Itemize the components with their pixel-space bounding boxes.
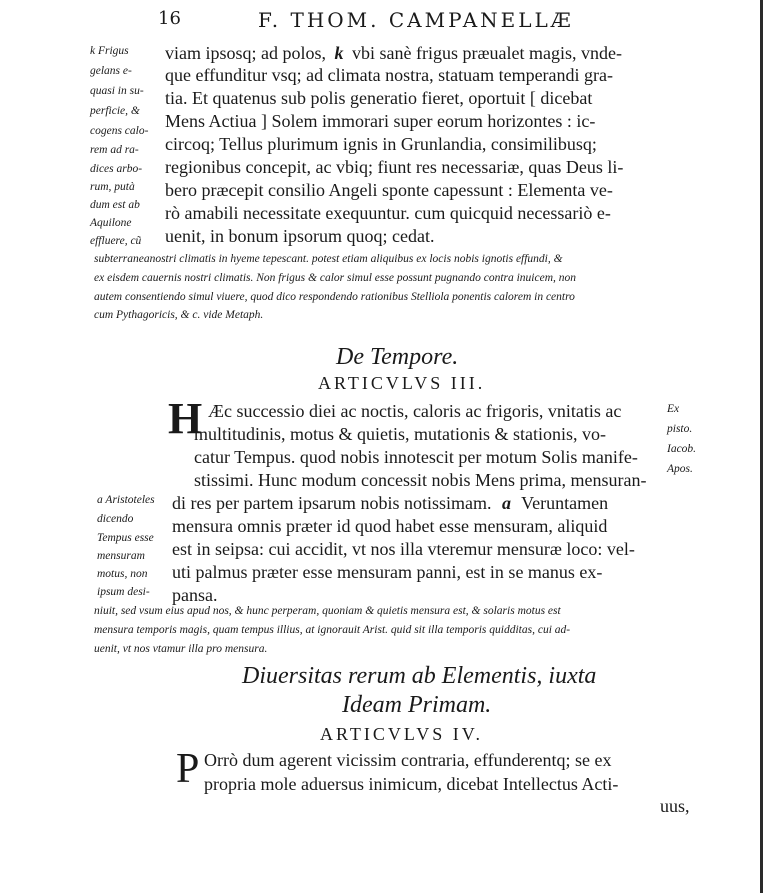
note-line: mensura temporis magis, quam tempus illius, at ignorauit Arist. quid sit illa temporis quidditas, cui ad- — [94, 624, 571, 636]
margin-note-line: cogens calo- — [90, 125, 149, 137]
text-line: Mens Actiua ] Solem immorari super eorum horizontes : ic- — [165, 111, 596, 131]
margin-note-line: dicendo — [97, 513, 134, 525]
text-line: vbi sanè frigus præualet magis, vnde- — [352, 43, 622, 63]
margin-note-line: quasi in su- — [90, 85, 144, 97]
text-line: uti palmus præter esse mensuram panni, est in se manus ex- — [172, 562, 603, 582]
note-marker: k — [334, 43, 344, 63]
text-line: rò amabili necessitate exequuntur. cum quicquid necessariò e- — [165, 203, 611, 223]
margin-note-line: perficie, & — [90, 105, 140, 117]
margin-note-line: Tempus esse — [97, 532, 154, 544]
text-line: viam ipsosq; ad polos, — [165, 43, 326, 63]
margin-note-line: Ex — [667, 403, 680, 415]
margin-note-line: rum, putà — [90, 181, 135, 193]
margin-note-line: k Frigus — [90, 45, 129, 57]
page-edge-rule — [760, 0, 763, 893]
section-heading: Ideam Primam. — [342, 692, 492, 718]
margin-note-line: a Aristoteles — [97, 494, 155, 506]
margin-note-line: dum est ab — [90, 199, 140, 211]
text-line: di res per partem ipsarum nobis notissimam. — [172, 493, 492, 513]
margin-note-line: dices arbo- — [90, 163, 143, 175]
margin-note-line: rem ad ra- — [90, 144, 139, 156]
text-line: pansa. — [172, 585, 218, 605]
text-line: uenit, in bonum ipsorum quoq; cedat. — [165, 226, 435, 246]
margin-note-line: effluere, cũ — [90, 235, 142, 247]
text-line: Orrò dum agerent vicissim contraria, effunderentq; se ex — [204, 750, 612, 770]
note-line: niuit, sed vsum eius apud nos, & hunc perperam, quoniam & quietis mensura est, & solaris motus est — [94, 605, 561, 617]
drop-cap: H — [168, 394, 203, 443]
running-title: F. THOM. CAMPANELLÆ — [258, 8, 574, 32]
margin-note-line: Aquilone — [90, 217, 132, 229]
margin-note-line: motus, non — [97, 568, 148, 580]
text-line: propria mole aduersus inimicum, dicebat Intellectus Acti- — [204, 774, 619, 794]
drop-cap: P — [176, 746, 200, 792]
note-marker: a — [501, 493, 511, 513]
page-number: 16 — [158, 8, 181, 29]
text-line: catur Tempus. quod nobis innotescit per motum Solis manife- — [194, 447, 638, 467]
margin-note-line: pisto. — [667, 423, 693, 435]
section-heading: Diuersitas rerum ab Elementis, iuxta — [242, 663, 597, 689]
note-line: autem consentiendo simul viuere, quod dico respondendo rationibus Stelliola ponentis calorem in centro — [94, 291, 575, 303]
text-line: Æc successio diei ac noctis, caloris ac frigoris, vnitatis ac — [208, 401, 622, 421]
text-line: stissimi. Hunc modum concessit nobis Mens prima, mensuran- — [194, 470, 647, 490]
margin-note-line: ipsum desi- — [97, 586, 150, 598]
margin-note-line: Apos. — [667, 463, 693, 475]
text-line: multitudinis, motus & quietis, mutationis & stationis, vo- — [194, 424, 607, 444]
section-heading: De Tempore. — [336, 344, 459, 370]
text-line: bero præcepit consilio Angeli sponte capessunt : Elementa ve- — [165, 180, 613, 200]
note-line: uenit, vt nos vtamur illa pro mensura. — [94, 643, 268, 655]
text-line: tia. Et quatenus sub polis generatio fieret, oportuit [ dicebat — [165, 88, 593, 108]
margin-note-line: mensuram — [97, 550, 145, 562]
text-line: regionibus concepit, ac vbiq; fiunt res necessariæ, quas Deus li- — [165, 157, 624, 177]
text-line: uus, — [660, 796, 690, 816]
text-line: circoq; Tellus plurimum ignis in Grunlandia, consimilibusq; — [165, 134, 597, 154]
margin-note-line: gelans e- — [90, 65, 132, 77]
text-line: que effunditur vsq; ad climata nostra, statuam temperandi gra- — [165, 65, 614, 85]
article-heading: ARTICVLVS IV. — [320, 724, 483, 744]
note-line: ex eisdem cauernis nostri climatis. Non frigus & calor simul esse possunt pugnando contra inuicem, non — [94, 272, 577, 284]
note-line: cum Pythagoricis, & c. vide Metaph. — [94, 309, 264, 321]
text-line: Veruntamen — [521, 493, 609, 513]
text-line: est in seipsa: cui accidit, vt nos illa vteremur mensuræ loco: vel- — [172, 539, 635, 559]
margin-note-line: Iacob. — [667, 443, 697, 455]
text-line: mensura omnis præter id quod habet esse mensuram, aliquid — [172, 516, 608, 536]
article-heading: ARTICVLVS III. — [318, 373, 486, 393]
note-line: subterraneanostri climatis in hyeme tepescant. potest etiam aliquibus ex locis nobis ignotis effundi, & — [94, 253, 563, 265]
